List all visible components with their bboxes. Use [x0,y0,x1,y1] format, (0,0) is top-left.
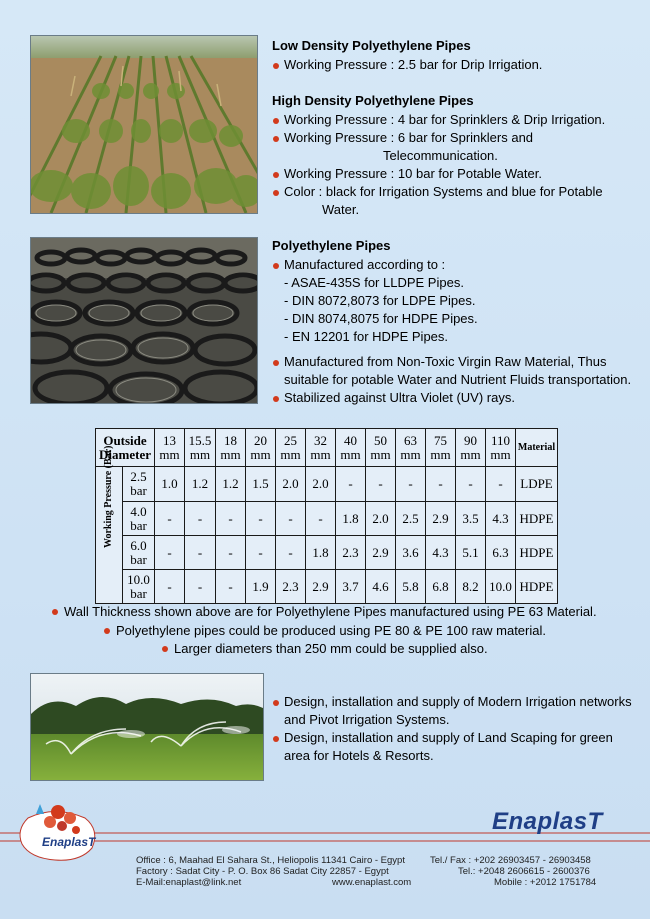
pressure-cell: 10.0 bar [123,570,155,604]
table-cell: - [216,570,246,604]
table-row [96,570,558,604]
diameter-header: 25 mm [276,429,306,467]
hdpe-item: Working Pressure : 4 bar for Sprinklers & Drip Irrigation. [272,111,632,129]
table-cell: 1.8 [306,536,336,570]
section-pe-pressures [272,37,632,219]
standard-item: - ASAE-435S for LLDPE Pipes. [284,275,464,290]
table-cell: 3.5 [456,502,486,536]
table-cell: - [185,502,216,536]
table-cell: 1.0 [155,467,185,502]
material-cell: HDPE [516,502,558,536]
material-cell: HDPE [516,536,558,570]
table-cell: - [246,502,276,536]
material-cell: LDPE [516,467,558,502]
table-cell: 2.3 [276,570,306,604]
brand-wordmark: EnaplasT [492,808,603,835]
ldpe-pressure-item: Working Pressure : 2.5 bar for Drip Irrigation. [272,56,632,74]
table-cell: 2.9 [426,502,456,536]
table-cell: - [336,467,366,502]
table-cell: 1.2 [216,467,246,502]
email: E-Mail:enaplast@link.net [136,877,242,888]
website: www.enaplast.com [332,877,412,888]
table-cell: 8.2 [456,570,486,604]
service-irrigation-continuation: and Pivot Irrigation Systems. [284,712,450,727]
pressure-cell: 2.5 bar [123,467,155,502]
diameter-header: 110 mm [486,429,516,467]
hdpe-item: Color : black for Irrigation Systems and blue for Potable [272,183,632,201]
table-cell: - [155,502,185,536]
corn-field-photo [30,35,258,214]
table-cell: 2.3 [336,536,366,570]
table-cell: - [396,467,426,502]
table-cell: 2.5 [396,502,426,536]
table-cell: - [276,502,306,536]
outside-diameter-header: Outside Diameter [96,429,155,467]
material-cell: HDPE [516,570,558,604]
table-cell: 6.3 [486,536,516,570]
section-services [272,693,642,765]
hdpe-title: High Density Polyethylene Pipes [272,93,474,108]
table-cell: 4.3 [426,536,456,570]
diameter-header: 75 mm [426,429,456,467]
table-row [96,467,558,502]
raw-material-item: Manufactured from Non-Toxic Virgin Raw Material, Thus [272,353,632,371]
diameter-header: 15.5 mm [185,429,216,467]
pe-title: Polyethylene Pipes [272,238,391,253]
table-cell: 3.7 [336,570,366,604]
mobile: Mobile : +2012 1751784 [494,877,597,888]
table-cell: 5.8 [396,570,426,604]
note-pe80-pe100: Polyethylene pipes could be produced using PE 80 & PE 100 raw material. [104,623,546,638]
table-cell: 2.0 [306,467,336,502]
hdpe-item-continuation: Water. [322,202,360,217]
table-cell: 1.9 [246,570,276,604]
uv-item: Stabilized against Ultra Violet (UV) rays. [272,389,632,407]
ldpe-title: Low Density Polyethylene Pipes [272,38,471,53]
hdpe-item: Working Pressure : 6 bar for Sprinklers and [272,129,632,147]
table-cell: 2.0 [276,467,306,502]
table-cell: 4.3 [486,502,516,536]
table-cell: 1.5 [246,467,276,502]
table-cell: - [276,536,306,570]
diameter-header: 50 mm [366,429,396,467]
table-cell: 2.9 [366,536,396,570]
table-cell: - [366,467,396,502]
manufactured-label: Manufactured according to : [272,256,632,274]
table-row [96,536,558,570]
pressure-cell: 6.0 bar [123,536,155,570]
table-cell: - [486,467,516,502]
table-cell: - [216,536,246,570]
material-header: Material [516,429,558,467]
tel: Tel.: +2048 2606615 - 2600376 [458,866,590,877]
service-irrigation: Design, installation and supply of Modern Irrigation networks [272,693,642,711]
working-pressure-label: Working Pressure (Bar) [96,467,123,604]
table-cell: - [456,467,486,502]
table-row [96,502,558,536]
table-cell: 3.6 [396,536,426,570]
office-address: Office : 6, Maahad El Sahara St., Heliopolis 11341 Cairo - Egypt [136,855,405,866]
sprinklers-photo [30,673,264,781]
diameter-header: 63 mm [396,429,426,467]
table-cell: 2.9 [306,570,336,604]
pressure-cell: 4.0 bar [123,502,155,536]
note-wall-thickness: Wall Thickness shown above are for Polyethylene Pipes manufactured using PE 63 Material. [52,604,597,619]
hdpe-item-continuation: Telecommunication. [383,148,498,163]
hdpe-item: Working Pressure : 10 bar for Potable Water. [272,165,632,183]
diameter-header: 18 mm [216,429,246,467]
footer [0,800,650,919]
pipe-coils-photo [30,237,258,404]
diameter-header: 90 mm [456,429,486,467]
table-cell: 1.2 [185,467,216,502]
standard-item: - EN 12201 for HDPE Pipes. [284,329,449,344]
table-cell: - [246,536,276,570]
diameter-header: 40 mm [336,429,366,467]
raw-material-continuation: suitable for potable Water and Nutrient Fluids transportation. [284,372,632,387]
diameter-header: 32 mm [306,429,336,467]
table-cell: 6.8 [426,570,456,604]
table-cell: - [185,570,216,604]
diameter-header: 20 mm [246,429,276,467]
standard-item: - DIN 8074,8075 for HDPE Pipes. [284,311,478,326]
service-landscaping-continuation: area for Hotels & Resorts. [284,748,434,763]
footer-logo-text: EnaplasT [42,835,96,849]
table-cell: - [306,502,336,536]
table-cell: 4.6 [366,570,396,604]
table-cell: 5.1 [456,536,486,570]
section-pe-standards [272,237,632,407]
table-cell: - [426,467,456,502]
factory-address: Factory : Sadat City - P. O. Box 86 Sadat City 22857 - Egypt [136,866,389,877]
table-cell: - [155,570,185,604]
table-cell: 10.0 [486,570,516,604]
service-landscaping: Design, installation and supply of Land Scaping for green [272,729,642,747]
table-header-row [96,429,558,467]
tel-fax: Tel./ Fax : +202 26903457 - 26903458 [430,855,591,866]
diameter-header: 13 mm [155,429,185,467]
table-cell: - [155,536,185,570]
table-cell: 1.8 [336,502,366,536]
note-larger-diameters: Larger diameters than 250 mm could be supplied also. [162,641,488,656]
table-cell: - [216,502,246,536]
wall-thickness-table [95,428,558,604]
table-cell: 2.0 [366,502,396,536]
table-cell: - [185,536,216,570]
standard-item: - DIN 8072,8073 for LDPE Pipes. [284,293,476,308]
